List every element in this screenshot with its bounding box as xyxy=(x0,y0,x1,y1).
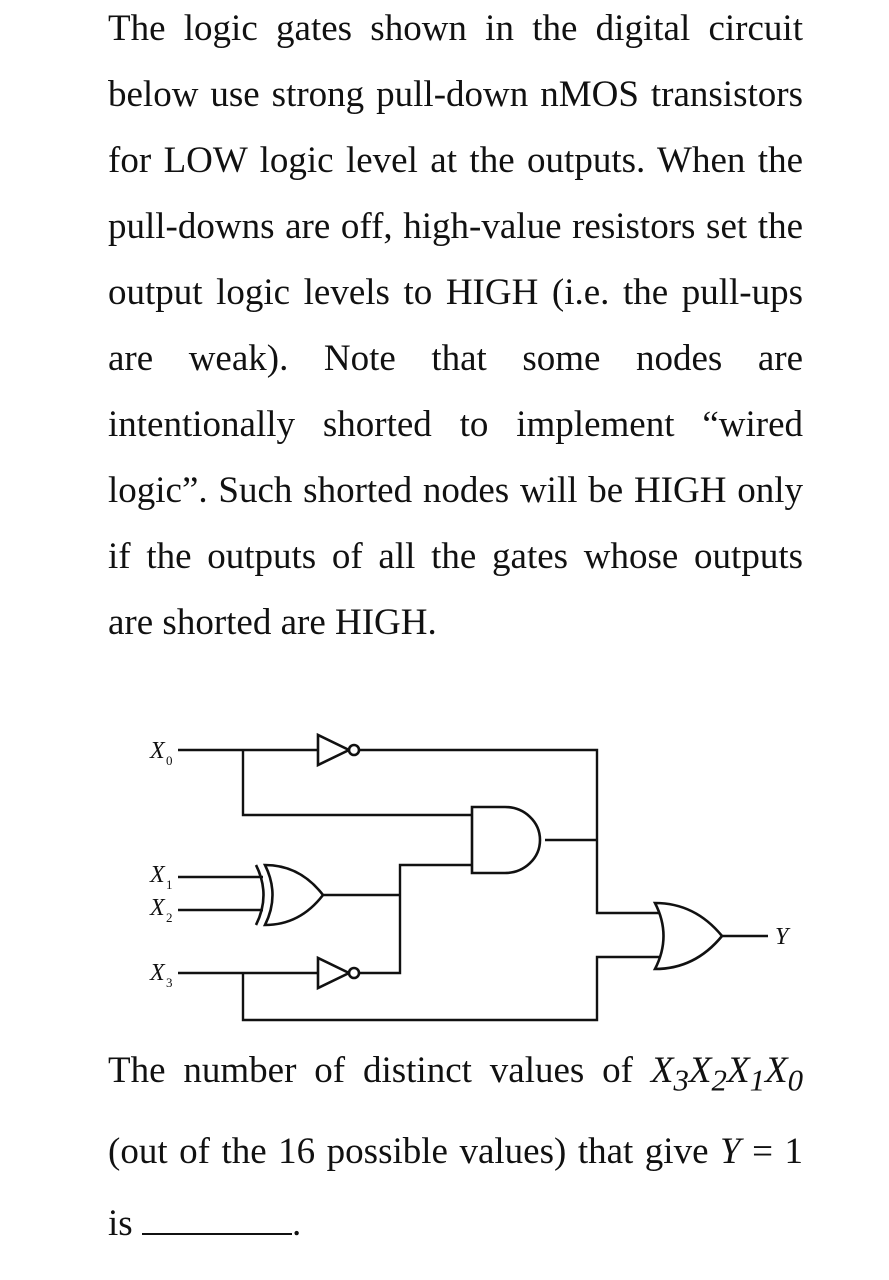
not-gate xyxy=(318,958,359,988)
or-gate xyxy=(655,903,722,969)
input-label-x2 xyxy=(149,895,173,925)
svg-text:0: 0 xyxy=(166,753,173,768)
xnor-gate xyxy=(256,865,323,925)
question-end: . xyxy=(291,1203,302,1245)
answer-blank[interactable] xyxy=(142,1203,292,1235)
question-part2: (out of the 16 possible values) that give xyxy=(108,1131,709,1173)
input-label-x0 xyxy=(149,738,173,768)
logic-circuit-diagram xyxy=(0,725,889,1035)
not-gate xyxy=(318,735,359,765)
variable-x3: $X_3$ xyxy=(650,1050,689,1098)
svg-text:3: 3 xyxy=(166,975,173,990)
question-paragraph xyxy=(108,1035,803,1260)
variable-x0: $X_0$ xyxy=(764,1050,804,1098)
equals-text: = 1 is xyxy=(108,1131,804,1245)
variable-x1: $X_1$ xyxy=(726,1050,765,1098)
svg-text:2: 2 xyxy=(166,910,173,925)
problem-paragraph: The logic gates shown in the digital circuit below use strong pull-down nMOS transistors for LOW logic level at the outputs. When the pull-downs are off, high-value resistors set the output logic levels to HIGH (i.e. the pull-ups are weak). Note that some nodes are intentionally shorted to implement “wired logic”. Such shorted nodes will be HIGH only if the outputs of all the gates whose outputs are shorted are HIGH. xyxy=(108,8,803,643)
and-gate xyxy=(472,807,540,873)
svg-text:X: X xyxy=(150,738,165,764)
variable-y: Y xyxy=(720,1131,741,1173)
svg-text:X: X xyxy=(150,862,165,888)
svg-text:1: 1 xyxy=(166,877,173,892)
input-label-x3 xyxy=(149,960,173,990)
output-label-y: Y xyxy=(775,924,789,950)
svg-text:X: X xyxy=(150,895,165,921)
variable-x2: $X_2$ xyxy=(688,1050,727,1098)
wires xyxy=(178,750,768,1020)
question-part1: The number of distinct values of xyxy=(108,1050,634,1091)
svg-text:X: X xyxy=(150,960,165,986)
input-label-x1 xyxy=(149,862,173,892)
